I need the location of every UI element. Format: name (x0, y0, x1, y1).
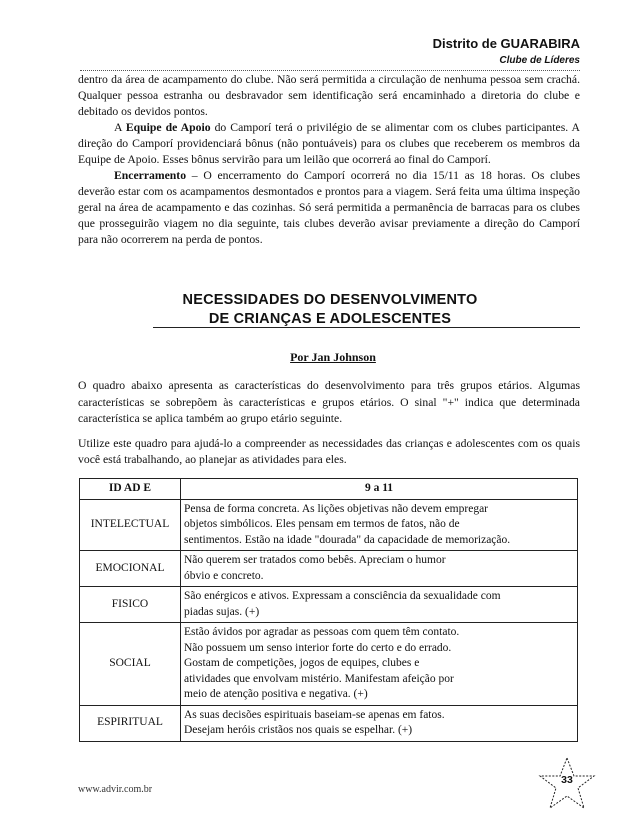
page-number: 33 (561, 774, 573, 786)
row-line: São enérgicos e ativos. Expressam a consciência da sexualidade com (184, 590, 501, 602)
heading-rule (153, 327, 580, 328)
row-line: atividades que envolvam mistério. Manifestam afeição por (184, 672, 454, 685)
table-header-age: ID AD E (80, 479, 181, 500)
author-byline (0, 348, 638, 366)
intro-paragraph-1: O quadro abaixo apresenta as características do desenvolvimento para três grupos etários. Algumas características se sobrepõem às características e grupos etários. O sinal "+" indica que determinada característica se aplica também ao grupo etário seguinte. (78, 379, 580, 425)
row-category: ESPIRITUAL (80, 705, 181, 741)
row-category: FISICO (80, 587, 181, 623)
intro-paragraph-2: Utilize este quadro para ajudá-lo a compreender as necessidades das crianças e adolescentes com os quais você está trabalhando, ao planejar as atividades para eles. (78, 436, 580, 466)
row-category: EMOCIONAL (80, 551, 181, 587)
table-row (80, 499, 578, 551)
page-header (80, 36, 580, 71)
row-line: As suas decisões espirituais baseiam-se apenas em fatos. (184, 708, 445, 721)
paragraph-1: dentro da área de acampamento do clube. Não será permitida a circulação de nenhuma pessoa sem crachá. Qualquer pessoa estranha ou desbravador sem identificação será encaminhado a diretoria do clube e debitado os devidos pontos. (78, 73, 580, 118)
row-line: piadas sujas. (+) (184, 605, 260, 618)
footer-url: www.advir.com.br (78, 784, 153, 795)
row-description (181, 705, 578, 741)
row-description (181, 623, 578, 706)
row-line: Gostam de competições, jogos de equipes, clubes e (184, 657, 420, 669)
table-header-row (80, 479, 578, 500)
development-table (79, 478, 578, 742)
section-heading (80, 291, 580, 329)
row-line: objetos simbólicos. Eles pensam em termos de fatos, não de (184, 518, 460, 530)
row-line: sentimentos. Estão na idade "dourada" da capacidade de memorização. (184, 533, 511, 546)
row-line: Estão ávidos por agradar as pessoas com quem têm contato. (184, 626, 460, 638)
intro-text (78, 378, 580, 469)
paragraph-2-bold: Equipe de Apoio (125, 121, 211, 134)
table-row (80, 623, 578, 706)
table-header-range: 9 a 11 (181, 479, 578, 500)
table-row (80, 587, 578, 623)
author-name: Por Jan Johnson (290, 350, 376, 364)
paragraph-3-rest: – O encerramento do Camporí ocorrerá no dia 15/11 as 18 horas. Os clubes deverão estar com os acampamentos desmontados e prontos para a viagem. Será feita uma última inspeção geral na área de acampamento e das cozinhas. Só será permitida a permanência de barracas para os clubes que prosseguirão viagem no dia seguinte, tais clubes deverão avisar previamente a direção do Camporí para não ocorrerem na perda de pontos. (78, 169, 580, 246)
section-heading-line-1: NECESSIDADES DO DESENVOLVIMENTO (182, 292, 478, 308)
paragraph-2 (78, 120, 580, 168)
club-subtitle: Clube de Líderes (499, 55, 580, 66)
section-heading-line-2: DE CRIANÇAS E ADOLESCENTES (208, 311, 452, 327)
row-description (181, 499, 578, 551)
row-category: INTELECTUAL (80, 499, 181, 551)
row-line: Pensa de forma concreta. As lições objetivas não devem empregar (184, 502, 488, 515)
row-line: óbvio e concreto. (184, 569, 264, 582)
paragraph-2-rest: do Camporí terá o privilégio de se alimentar com os clubes participantes. A direção do Camporí providenciará bônus (não pontuáveis) para os clubes que receberem os membros da Equipe de Apoio. Esses bônus servirão para um leilão que ocorrerá ao final do Camporí. (78, 121, 581, 166)
row-line: Não querem ser tratados como bebês. Apreciam o humor (184, 554, 446, 566)
row-line: meio de atenção positiva e negativa. (+) (184, 688, 368, 700)
row-category: SOCIAL (80, 623, 181, 706)
district-title: Distrito de GUARABIRA (432, 36, 580, 51)
header-divider (80, 70, 580, 71)
row-line: Não possuem um senso interior forte do certo e do errado. (184, 641, 452, 654)
row-description (181, 587, 578, 623)
paragraph-2-lead: A (114, 121, 126, 134)
body-text (78, 72, 580, 248)
table-row (80, 551, 578, 587)
paragraph-3 (78, 168, 580, 248)
table-row (80, 705, 578, 741)
row-line: Desejam heróis cristãos nos quais se espelhar. (+) (184, 724, 413, 736)
row-description (181, 551, 578, 587)
paragraph-3-bold: Encerramento (114, 169, 187, 182)
